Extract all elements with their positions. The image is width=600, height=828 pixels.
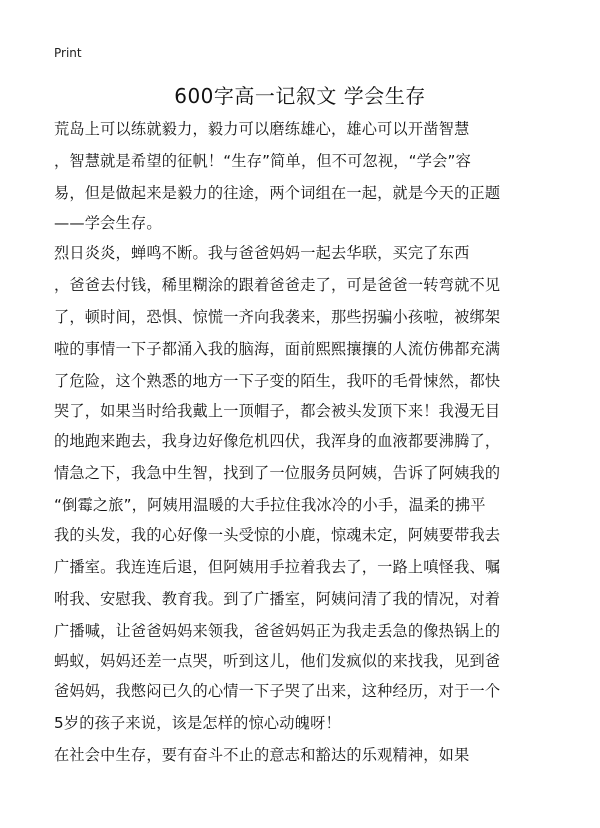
text-line: 咐我、安慰我、教育我。到了广播室，阿姨问清了我的情况，对着 bbox=[54, 590, 501, 608]
text-line: 5岁的孩子来说，该是怎样的惊心动魄呀！ bbox=[54, 714, 341, 732]
text-line: 情急之下，我急中生智，找到了一位服务员阿姨，告诉了阿姨我的 bbox=[54, 464, 501, 482]
text-line: ，爸爸去付钱，稀里糊涂的跟着爸爸走了，可是爸爸一转弯就不见 bbox=[54, 276, 501, 294]
text-line: 蚂蚁，妈妈还差一点哭，听到这儿，他们发疯似的来找我，见到爸 bbox=[54, 652, 501, 670]
print-label[interactable]: Print bbox=[54, 46, 82, 60]
text-line: 啦的事情一下子都涌入我的脑海，面前熙熙攘攘的人流仿佛都充满 bbox=[54, 340, 501, 358]
text-line: 广播室。我连连后退，但阿姨用手拉着我去了，一路上嗔怪我、嘱 bbox=[54, 558, 501, 576]
text-line: 易，但是做起来是毅力的往途，两个词组在一起，就是今天的正题 bbox=[54, 184, 501, 202]
text-line: 爸妈妈，我憋闷已久的心情一下子哭了出来，这种经历，对于一个 bbox=[54, 682, 501, 700]
text-line: 烈日炎炎，蝉鸣不断。我与爸爸妈妈一起去华联，买完了东西 bbox=[54, 244, 470, 262]
text-line: ，智慧就是希望的征帆！“生存”简单，但不可忽视，“学会”容 bbox=[54, 152, 471, 170]
text-line: “倒霉之旅”，阿姨用温暖的大手拉住我冰冷的小手，温柔的拂平 bbox=[54, 496, 486, 514]
text-line: 了，顿时间，恐惧、惊慌一齐向我袭来，那些拐骗小孩啦，被绑架 bbox=[54, 308, 501, 326]
text-line: 在社会中生存，要有奋斗不止的意志和豁达的乐观精神，如果 bbox=[54, 746, 470, 764]
text-line: 了危险，这个熟悉的地方一下子变的陌生，我吓的毛骨悚然，都快 bbox=[54, 372, 501, 390]
text-line: 广播喊，让爸爸妈妈来领我，爸爸妈妈正为我走丢急的像热锅上的 bbox=[54, 622, 501, 640]
text-line: ——学会生存。 bbox=[54, 214, 162, 232]
document-title: 600字高一记叙文 学会生存 bbox=[174, 84, 426, 108]
text-line: 荒岛上可以练就毅力，毅力可以磨练雄心，雄心可以开凿智慧 bbox=[54, 120, 470, 138]
text-line: 的地跑来跑去，我身边好像危机四伏，我浑身的血液都要沸腾了， bbox=[54, 432, 501, 450]
text-line: 哭了，如果当时给我戴上一顶帽子，都会被头发顶下来！我漫无目 bbox=[54, 402, 501, 420]
text-line: 我的头发，我的心好像一头受惊的小鹿，惊魂未定，阿姨要带我去 bbox=[54, 526, 501, 544]
